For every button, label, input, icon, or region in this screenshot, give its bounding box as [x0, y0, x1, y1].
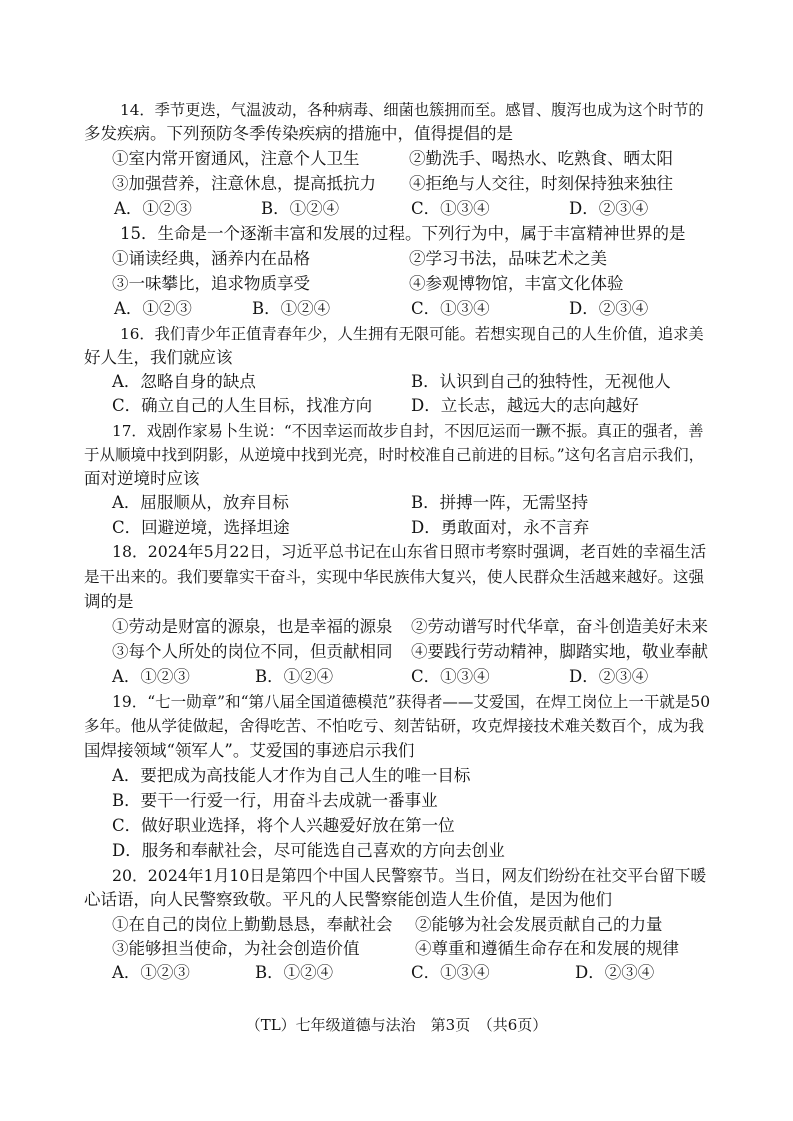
q14-option-b: B．①②④ [261, 199, 340, 218]
q18-option-b: B．①②④ [255, 667, 334, 686]
q18-statement-1: ①劳动是财富的源泉，也是幸福的源泉 [112, 617, 393, 636]
q15-option-b: B．①②④ [252, 299, 331, 318]
q17-stem-line-1: 17．戏剧作家易卜生说：“不因幸运而故步自封，不因厄运而一蹶不振。真正的强者，善 [112, 422, 704, 440]
q16-option-d: D．立长志，越远大的志向越好 [411, 396, 639, 415]
q16-stem-line-2: 好人生，我们就应该 [84, 348, 233, 367]
q18-statement-2: ②劳动谱写时代华章，奋斗创造美好未来 [411, 617, 708, 636]
q18-option-d: D．②③④ [569, 667, 649, 686]
q16-stem-line-1: 16．我们青少年正值青春年少，人生拥有无限可能。若想实现自己的人生价值，追求美 [120, 325, 704, 343]
q14-statement-4: ④拒绝与人交往，时刻保持独来独往 [409, 174, 673, 193]
q15-option-a: A．①②③ [114, 299, 192, 318]
q19-stem-line-2: 多年。他从学徒做起，舍得吃苦、不怕吃亏、刻苦钻研，攻克焊接技术难关数百个，成为我 [84, 717, 705, 735]
q16-option-a: A．忽略自身的缺点 [112, 372, 256, 391]
q18-stem-line-1: 18．2024年5月22日，习近平总书记在山东省日照市考察时强调，老百姓的幸福生活 [112, 542, 707, 561]
q20-statement-4: ④尊重和遵循生命存在和发展的规律 [415, 939, 679, 958]
q14-option-d: D．②③④ [569, 199, 649, 218]
q15-statement-3: ③一味攀比，追求物质享受 [112, 274, 310, 293]
q20-statement-3: ③能够担当使命，为社会创造价值 [112, 939, 360, 958]
q20-option-b: B．①②④ [255, 963, 334, 982]
q14-stem-line-2: 多发疾病。下列预防冬季传染疾病的措施中，值得提倡的是 [84, 124, 513, 143]
q20-statement-2: ②能够为社会发展贡献自己的力量 [415, 915, 663, 934]
q15-stem-line-1: 15．生命是一个逐渐丰富和发展的过程。下列行为中，属于丰富精神世界的是 [120, 224, 686, 243]
q20-option-c: C．①③④ [411, 963, 490, 982]
q20-statement-1: ①在自己的岗位上勤勤恳恳，奉献社会 [112, 915, 393, 934]
q17-stem-line-3: 面对逆境时应该 [84, 469, 200, 488]
q19-option-c: C．做好职业选择，将个人兴趣爱好放在第一位 [112, 816, 455, 835]
q17-option-a: A．屈服顺从，放弃目标 [112, 493, 289, 512]
q19-stem-line-3: 国焊接领域“领军人”。艾爱国的事迹启示我们 [84, 741, 415, 760]
q15-statement-1: ①诵读经典，涵养内在品格 [112, 249, 310, 268]
q20-stem-line-1: 20．2024年1月10日是第四个中国人民警察节。当日，网友们纷纷在社交平台留下暖 [112, 866, 707, 885]
q17-option-d: D．勇敢面对，永不言弃 [411, 518, 590, 537]
q18-statement-3: ③每个人所处的岗位不同，但贡献相同 [112, 642, 393, 661]
q14-statement-1: ①室内常开窗通风，注意个人卫生 [112, 149, 360, 168]
q18-stem-line-2: 是干出来的。我们要靠实干奋斗，实现中华民族伟大复兴，使人民群众生活越来越好。这强 [84, 568, 705, 586]
q19-option-b: B．要干一行爱一行，用奋斗去成就一番事业 [112, 791, 438, 810]
q15-statement-4: ④参观博物馆，丰富文化体验 [409, 274, 624, 293]
q18-stem-line-3: 调的是 [84, 592, 134, 611]
q14-option-c: C．①③④ [411, 199, 490, 218]
q18-option-a: A．①②③ [112, 667, 190, 686]
q20-option-d: D．②③④ [575, 963, 655, 982]
q20-option-a: A．①②③ [112, 963, 190, 982]
q19-stem-line-1: 19．“七一勋章”和“第八届全国道德模范”获得者——艾爱国，在焊工岗位上一干就是50 [112, 693, 711, 711]
q17-option-b: B．拼搏一阵，无需坚持 [411, 493, 589, 512]
q19-option-d: D．服务和奉献社会，尽可能选自己喜欢的方向去创业 [112, 841, 505, 860]
q14-stem-line-1: 14．季节更迭，气温波动，各种病毒、细菌也簇拥而至。感冒、腹泻也成为这个时节的 [120, 101, 704, 119]
q16-option-c: C．确立自己的人生目标，找准方向 [112, 396, 373, 415]
q18-option-c: C．①③④ [411, 667, 490, 686]
q14-statement-3: ③加强营养，注意休息，提高抵抗力 [112, 174, 376, 193]
q14-statement-2: ②勤洗手、喝热水、吃熟食、晒太阳 [409, 149, 673, 168]
q17-stem-line-2: 于从顺境中找到阴影，从逆境中找到光亮，时时校准自己前进的目标。”这句名言启示我们， [84, 446, 705, 464]
q19-option-a: A．要把成为高技能人才作为自己人生的唯一目标 [112, 766, 471, 785]
q17-option-c: C．回避逆境，选择坦途 [112, 518, 290, 537]
page-footer: （TL）七年级道德与法治 第3页 （共6页） [245, 1016, 548, 1034]
q20-stem-line-2: 心话语，向人民警察致敬。平凡的人民警察能创造人生价值，是因为他们 [84, 890, 612, 909]
q15-option-d: D．②③④ [569, 299, 649, 318]
q14-option-a: A．①②③ [114, 199, 192, 218]
q16-option-b: B．认识到自己的独特性，无视他人 [411, 372, 671, 391]
q18-statement-4: ④要践行劳动精神，脚踏实地，敬业奉献 [411, 642, 708, 661]
q15-option-c: C．①③④ [411, 299, 490, 318]
q15-statement-2: ②学习书法，品味艺术之美 [409, 249, 607, 268]
